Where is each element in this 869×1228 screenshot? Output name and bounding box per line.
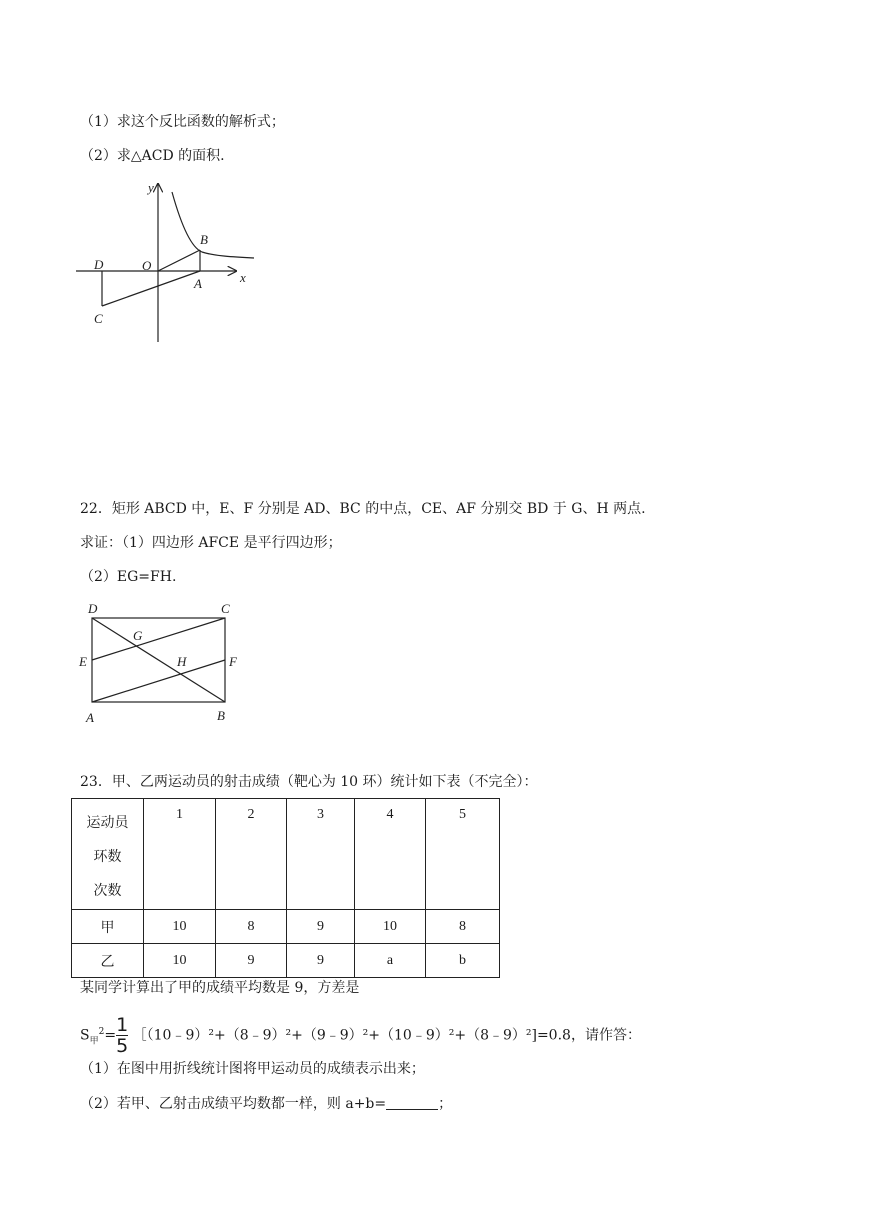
table-header-cell: 运动员 环数 次数	[72, 799, 144, 910]
label-O: O	[142, 258, 152, 273]
diagonal-bd	[92, 618, 225, 702]
fraction: $\frac{1}{5}$	[116, 1014, 129, 1058]
col-header-4: 4	[355, 799, 426, 910]
label-x: x	[240, 270, 246, 285]
label-A: A	[86, 710, 94, 725]
label-F: F	[229, 654, 237, 669]
label-C: C	[221, 601, 230, 616]
q21-figure	[74, 178, 256, 346]
table-row-yi: 乙 10 9 9 a b	[72, 944, 500, 978]
col-header-3: 3	[287, 799, 355, 910]
label-D: D	[94, 257, 104, 272]
hyperbola-curve	[172, 192, 254, 258]
answer-blank[interactable]	[386, 1095, 438, 1110]
score-table	[71, 798, 500, 978]
label-G: G	[133, 628, 143, 643]
q23-note: 某同学计算出了甲的成绩平均数是 9，方差是	[80, 980, 360, 996]
label-E: E	[79, 654, 87, 669]
col-header-2: 2	[216, 799, 287, 910]
segment-ce	[92, 618, 225, 660]
q22-prove: 求证：（1）四边形 AFCE 是平行四边形；	[80, 535, 342, 551]
q23-part1: （1）在图中用折线统计图将甲运动员的成绩表示出来；	[80, 1061, 425, 1077]
col-header-1: 1	[144, 799, 216, 910]
q23-part2: （2）若甲、乙射击成绩平均数都一样，则 a+b= ；	[80, 1096, 453, 1112]
col-header-5: 5	[426, 799, 500, 910]
label-D: D	[88, 601, 98, 616]
q22-figure	[78, 598, 248, 728]
label-H: H	[177, 654, 187, 669]
label-C: C	[94, 311, 103, 326]
label-A: A	[194, 276, 202, 291]
q22-stem: 22．矩形 ABCD 中，E、F 分别是 AD、BC 的中点，CE、AF 分别交 BD 于 G、H 两点.	[80, 501, 646, 517]
q23-formula: $S_甲^2=\frac{1}{5}$ ［（10﹣9）²+（8﹣9）²+（9﹣9）²+（10﹣9）²+（8﹣9）²]=0.8，请作答：	[80, 1014, 641, 1058]
label-B: B	[217, 708, 225, 723]
q22-part2: （2）EG=FH.	[80, 569, 177, 585]
q21-part2: （2）求△ACD 的面积.	[80, 148, 225, 164]
segment-af	[92, 660, 225, 702]
table-row-jia: 甲 10 8 9 10 8	[72, 910, 500, 944]
q23-stem: 23．甲、乙两运动员的射击成绩（靶心为 10 环）统计如下表（不完全）：	[80, 774, 538, 790]
label-y: y	[148, 180, 154, 195]
label-B: B	[200, 232, 208, 247]
q21-part1: （1）求这个反比函数的解析式；	[80, 114, 285, 130]
